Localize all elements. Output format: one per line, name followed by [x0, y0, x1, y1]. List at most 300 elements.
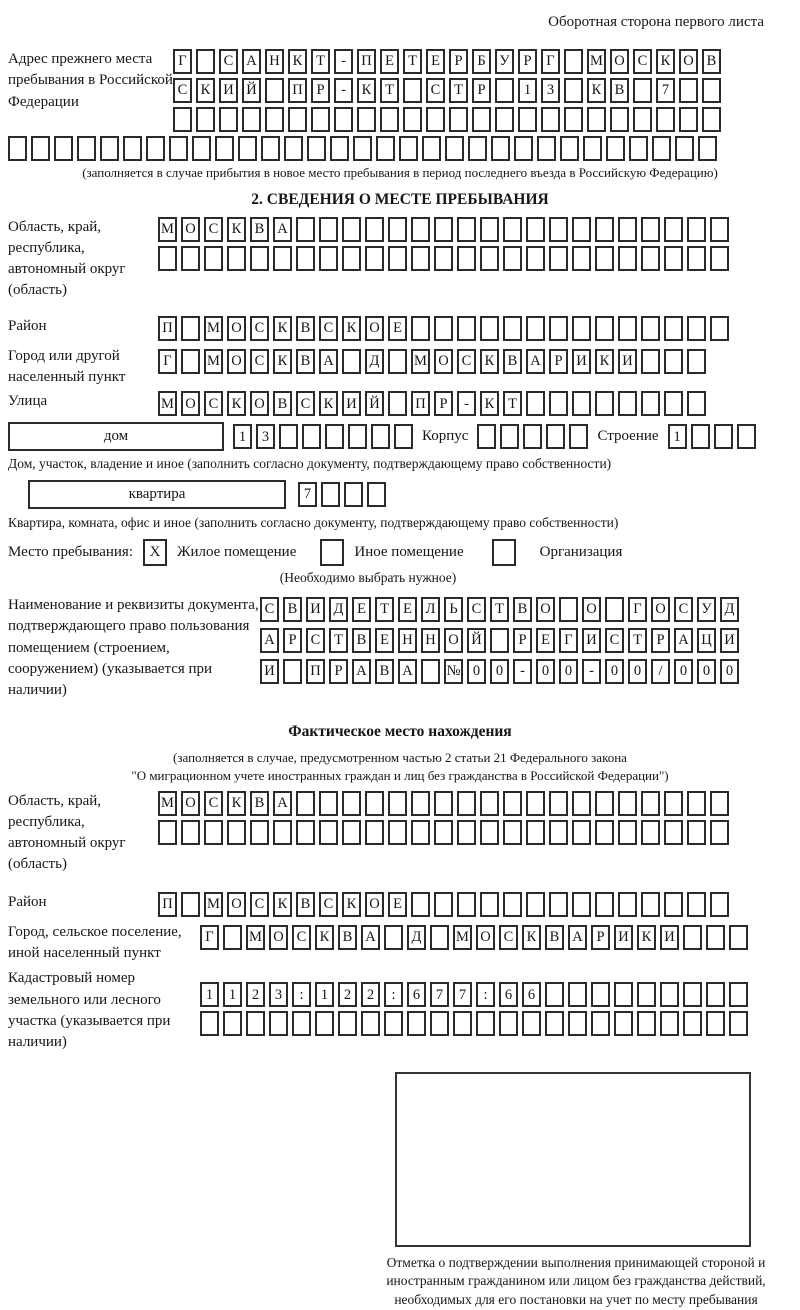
char-box[interactable]: В — [513, 597, 532, 622]
char-box[interactable]: С — [260, 597, 279, 622]
char-box[interactable] — [468, 136, 487, 161]
char-box[interactable] — [200, 1011, 219, 1036]
char-box[interactable]: Б — [472, 49, 491, 74]
char-box[interactable] — [365, 217, 384, 242]
char-box[interactable] — [618, 246, 637, 271]
char-box[interactable] — [330, 136, 349, 161]
char-box[interactable]: К — [196, 78, 215, 103]
char-box[interactable]: Т — [375, 597, 394, 622]
char-box[interactable] — [365, 246, 384, 271]
char-box[interactable] — [518, 107, 537, 132]
char-box[interactable] — [572, 892, 591, 917]
char-box[interactable] — [618, 391, 637, 416]
char-box[interactable] — [407, 1011, 426, 1036]
char-box[interactable]: 1 — [233, 424, 252, 449]
char-box[interactable] — [629, 136, 648, 161]
char-box[interactable]: П — [288, 78, 307, 103]
char-box[interactable] — [325, 424, 344, 449]
char-box[interactable] — [595, 217, 614, 242]
char-box[interactable]: И — [260, 659, 279, 684]
char-box[interactable] — [421, 659, 440, 684]
char-box[interactable] — [618, 791, 637, 816]
char-box[interactable]: О — [365, 316, 384, 341]
char-box[interactable]: Т — [628, 628, 647, 653]
char-box[interactable]: К — [288, 49, 307, 74]
char-box[interactable]: П — [306, 659, 325, 684]
char-box[interactable] — [664, 892, 683, 917]
char-box[interactable]: 0 — [697, 659, 716, 684]
char-box[interactable]: И — [306, 597, 325, 622]
char-box[interactable]: Е — [398, 597, 417, 622]
char-box[interactable] — [394, 424, 413, 449]
residential-checkbox[interactable]: X — [143, 539, 167, 566]
char-box[interactable]: О — [444, 628, 463, 653]
char-box[interactable]: К — [273, 349, 292, 374]
char-box[interactable] — [319, 246, 338, 271]
char-box[interactable]: А — [273, 791, 292, 816]
char-box[interactable] — [572, 391, 591, 416]
char-box[interactable]: Р — [513, 628, 532, 653]
char-box[interactable]: К — [273, 316, 292, 341]
char-box[interactable]: Е — [352, 597, 371, 622]
char-box[interactable]: С — [674, 597, 693, 622]
char-box[interactable]: К — [522, 925, 541, 950]
char-box[interactable] — [384, 925, 403, 950]
char-box[interactable]: 1 — [200, 982, 219, 1007]
char-box[interactable]: Й — [365, 391, 384, 416]
char-box[interactable]: У — [697, 597, 716, 622]
char-box[interactable]: К — [357, 78, 376, 103]
char-box[interactable]: О — [610, 49, 629, 74]
char-box[interactable] — [480, 791, 499, 816]
char-box[interactable] — [503, 217, 522, 242]
char-box[interactable] — [545, 1011, 564, 1036]
char-box[interactable]: Т — [490, 597, 509, 622]
char-box[interactable] — [568, 982, 587, 1007]
char-box[interactable]: - — [334, 78, 353, 103]
char-box[interactable]: С — [204, 217, 223, 242]
char-box[interactable]: А — [260, 628, 279, 653]
char-box[interactable] — [453, 1011, 472, 1036]
char-box[interactable] — [587, 107, 606, 132]
char-box[interactable]: 1 — [668, 424, 687, 449]
char-box[interactable] — [691, 424, 710, 449]
char-box[interactable]: В — [610, 78, 629, 103]
char-box[interactable]: Г — [559, 628, 578, 653]
char-box[interactable] — [618, 316, 637, 341]
char-box[interactable]: Г — [541, 49, 560, 74]
char-box[interactable]: В — [545, 925, 564, 950]
char-box[interactable]: Е — [380, 49, 399, 74]
char-box[interactable] — [365, 791, 384, 816]
char-box[interactable]: В — [702, 49, 721, 74]
char-box[interactable]: 0 — [674, 659, 693, 684]
char-box[interactable] — [679, 107, 698, 132]
char-box[interactable] — [503, 246, 522, 271]
char-box[interactable] — [242, 107, 261, 132]
char-box[interactable]: С — [457, 349, 476, 374]
char-box[interactable]: В — [338, 925, 357, 950]
char-box[interactable] — [411, 316, 430, 341]
char-box[interactable] — [430, 925, 449, 950]
char-box[interactable]: Е — [426, 49, 445, 74]
char-box[interactable] — [660, 1011, 679, 1036]
char-box[interactable] — [564, 49, 583, 74]
char-box[interactable] — [641, 892, 660, 917]
char-box[interactable]: Р — [283, 628, 302, 653]
char-box[interactable] — [480, 820, 499, 845]
char-box[interactable] — [338, 1011, 357, 1036]
char-box[interactable] — [181, 820, 200, 845]
char-box[interactable] — [652, 136, 671, 161]
char-box[interactable] — [606, 136, 625, 161]
char-box[interactable] — [710, 791, 729, 816]
char-box[interactable] — [411, 820, 430, 845]
char-box[interactable] — [572, 217, 591, 242]
char-box[interactable] — [633, 107, 652, 132]
char-box[interactable]: О — [651, 597, 670, 622]
char-box[interactable] — [687, 791, 706, 816]
char-box[interactable] — [158, 820, 177, 845]
char-box[interactable]: А — [319, 349, 338, 374]
char-box[interactable]: 1 — [518, 78, 537, 103]
char-box[interactable]: С — [250, 349, 269, 374]
char-box[interactable]: О — [227, 349, 246, 374]
char-box[interactable]: И — [572, 349, 591, 374]
char-box[interactable] — [296, 217, 315, 242]
char-box[interactable] — [491, 136, 510, 161]
char-box[interactable] — [549, 791, 568, 816]
char-box[interactable]: 3 — [269, 982, 288, 1007]
char-box[interactable]: О — [250, 391, 269, 416]
char-box[interactable] — [192, 136, 211, 161]
other-premises-checkbox[interactable] — [320, 539, 344, 566]
char-box[interactable] — [698, 136, 717, 161]
char-box[interactable]: 7 — [453, 982, 472, 1007]
char-box[interactable] — [526, 391, 545, 416]
char-box[interactable] — [319, 791, 338, 816]
char-box[interactable] — [710, 316, 729, 341]
char-box[interactable] — [480, 246, 499, 271]
char-box[interactable] — [457, 246, 476, 271]
char-box[interactable]: Н — [421, 628, 440, 653]
char-box[interactable] — [457, 892, 476, 917]
char-box[interactable] — [610, 107, 629, 132]
char-box[interactable] — [595, 892, 614, 917]
char-box[interactable]: Е — [375, 628, 394, 653]
char-box[interactable] — [569, 424, 588, 449]
char-box[interactable]: М — [453, 925, 472, 950]
char-box[interactable] — [641, 246, 660, 271]
char-box[interactable]: К — [587, 78, 606, 103]
char-box[interactable] — [545, 982, 564, 1007]
char-box[interactable]: 2 — [338, 982, 357, 1007]
char-box[interactable]: С — [250, 316, 269, 341]
char-box[interactable]: М — [204, 316, 223, 341]
char-box[interactable] — [729, 1011, 748, 1036]
char-box[interactable] — [388, 820, 407, 845]
char-box[interactable] — [591, 1011, 610, 1036]
char-box[interactable]: О — [434, 349, 453, 374]
char-box[interactable] — [361, 1011, 380, 1036]
char-box[interactable]: 6 — [499, 982, 518, 1007]
char-box[interactable]: Р — [329, 659, 348, 684]
char-box[interactable] — [729, 925, 748, 950]
char-box[interactable]: В — [250, 791, 269, 816]
char-box[interactable] — [219, 107, 238, 132]
char-box[interactable] — [490, 628, 509, 653]
char-box[interactable]: Е — [536, 628, 555, 653]
char-box[interactable] — [365, 820, 384, 845]
char-box[interactable] — [146, 136, 165, 161]
char-box[interactable] — [223, 925, 242, 950]
char-box[interactable] — [357, 107, 376, 132]
char-box[interactable] — [388, 246, 407, 271]
char-box[interactable]: Т — [403, 49, 422, 74]
char-box[interactable] — [477, 424, 496, 449]
char-box[interactable] — [706, 982, 725, 1007]
char-box[interactable] — [526, 820, 545, 845]
char-box[interactable]: К — [595, 349, 614, 374]
char-box[interactable] — [664, 391, 683, 416]
char-box[interactable] — [169, 136, 188, 161]
char-box[interactable] — [710, 820, 729, 845]
char-box[interactable] — [618, 820, 637, 845]
char-box[interactable]: Р — [591, 925, 610, 950]
char-box[interactable]: Д — [407, 925, 426, 950]
char-box[interactable] — [123, 136, 142, 161]
char-box[interactable] — [683, 925, 702, 950]
char-box[interactable] — [411, 892, 430, 917]
char-box[interactable] — [181, 349, 200, 374]
char-box[interactable] — [296, 246, 315, 271]
char-box[interactable]: 2 — [361, 982, 380, 1007]
char-box[interactable] — [181, 892, 200, 917]
char-box[interactable]: У — [495, 49, 514, 74]
char-box[interactable] — [319, 217, 338, 242]
char-box[interactable] — [660, 982, 679, 1007]
char-box[interactable] — [380, 107, 399, 132]
char-box[interactable] — [426, 107, 445, 132]
char-box[interactable]: - — [457, 391, 476, 416]
char-box[interactable] — [641, 217, 660, 242]
char-box[interactable]: 7 — [298, 482, 317, 507]
char-box[interactable] — [353, 136, 372, 161]
char-box[interactable] — [687, 246, 706, 271]
char-box[interactable] — [181, 316, 200, 341]
char-box[interactable]: С — [306, 628, 325, 653]
char-box[interactable]: С — [499, 925, 518, 950]
char-box[interactable]: 1 — [315, 982, 334, 1007]
char-box[interactable]: В — [296, 892, 315, 917]
char-box[interactable]: В — [273, 391, 292, 416]
char-box[interactable] — [457, 316, 476, 341]
char-box[interactable]: : — [476, 982, 495, 1007]
char-box[interactable]: Р — [311, 78, 330, 103]
char-box[interactable]: О — [679, 49, 698, 74]
char-box[interactable] — [434, 791, 453, 816]
char-box[interactable]: Т — [329, 628, 348, 653]
char-box[interactable] — [595, 316, 614, 341]
char-box[interactable] — [196, 49, 215, 74]
char-box[interactable]: А — [361, 925, 380, 950]
char-box[interactable] — [367, 482, 386, 507]
char-box[interactable] — [279, 424, 298, 449]
char-box[interactable] — [549, 820, 568, 845]
char-box[interactable]: - — [513, 659, 532, 684]
char-box[interactable] — [173, 107, 192, 132]
char-box[interactable]: - — [582, 659, 601, 684]
char-box[interactable]: : — [292, 982, 311, 1007]
char-box[interactable]: О — [365, 892, 384, 917]
char-box[interactable] — [549, 892, 568, 917]
char-box[interactable] — [503, 316, 522, 341]
char-box[interactable]: К — [637, 925, 656, 950]
char-box[interactable] — [100, 136, 119, 161]
char-box[interactable] — [430, 1011, 449, 1036]
char-box[interactable] — [348, 424, 367, 449]
char-box[interactable] — [523, 424, 542, 449]
char-box[interactable]: Т — [380, 78, 399, 103]
char-box[interactable]: Ь — [444, 597, 463, 622]
char-box[interactable] — [595, 791, 614, 816]
char-box[interactable] — [549, 246, 568, 271]
char-box[interactable] — [572, 246, 591, 271]
char-box[interactable]: А — [674, 628, 693, 653]
char-box[interactable]: С — [319, 316, 338, 341]
char-box[interactable]: Г — [173, 49, 192, 74]
char-box[interactable] — [737, 424, 756, 449]
char-box[interactable] — [503, 791, 522, 816]
char-box[interactable] — [457, 791, 476, 816]
char-box[interactable] — [480, 217, 499, 242]
char-box[interactable] — [315, 1011, 334, 1036]
char-box[interactable] — [664, 349, 683, 374]
char-box[interactable] — [342, 791, 361, 816]
char-box[interactable]: Й — [467, 628, 486, 653]
char-box[interactable]: 6 — [522, 982, 541, 1007]
char-box[interactable] — [664, 316, 683, 341]
char-box[interactable] — [273, 246, 292, 271]
char-box[interactable]: О — [181, 391, 200, 416]
char-box[interactable]: Д — [720, 597, 739, 622]
organization-checkbox[interactable] — [492, 539, 516, 566]
char-box[interactable] — [311, 107, 330, 132]
char-box[interactable] — [449, 107, 468, 132]
char-box[interactable]: Г — [158, 349, 177, 374]
char-box[interactable]: Е — [388, 892, 407, 917]
char-box[interactable]: А — [273, 217, 292, 242]
char-box[interactable] — [560, 136, 579, 161]
char-box[interactable] — [675, 136, 694, 161]
char-box[interactable]: Л — [421, 597, 440, 622]
char-box[interactable] — [564, 107, 583, 132]
char-box[interactable]: В — [503, 349, 522, 374]
char-box[interactable]: Д — [365, 349, 384, 374]
char-box[interactable]: М — [204, 349, 223, 374]
char-box[interactable] — [302, 424, 321, 449]
char-box[interactable] — [434, 892, 453, 917]
char-box[interactable] — [526, 892, 545, 917]
char-box[interactable]: : — [384, 982, 403, 1007]
char-box[interactable]: И — [618, 349, 637, 374]
char-box[interactable]: О — [181, 217, 200, 242]
char-box[interactable]: П — [158, 316, 177, 341]
char-box[interactable] — [526, 246, 545, 271]
char-box[interactable]: К — [656, 49, 675, 74]
char-box[interactable] — [227, 820, 246, 845]
char-box[interactable]: С — [605, 628, 624, 653]
char-box[interactable]: М — [411, 349, 430, 374]
char-box[interactable]: / — [651, 659, 670, 684]
char-box[interactable] — [388, 791, 407, 816]
char-box[interactable]: Г — [200, 925, 219, 950]
char-box[interactable] — [411, 217, 430, 242]
char-box[interactable]: 2 — [246, 982, 265, 1007]
char-box[interactable]: Н — [398, 628, 417, 653]
char-box[interactable] — [683, 1011, 702, 1036]
char-box[interactable] — [411, 791, 430, 816]
char-box[interactable] — [595, 391, 614, 416]
char-box[interactable] — [583, 136, 602, 161]
char-box[interactable] — [664, 791, 683, 816]
char-box[interactable] — [411, 246, 430, 271]
char-box[interactable]: - — [334, 49, 353, 74]
char-box[interactable] — [605, 597, 624, 622]
char-box[interactable] — [503, 820, 522, 845]
char-box[interactable] — [342, 246, 361, 271]
char-box[interactable] — [422, 136, 441, 161]
char-box[interactable]: К — [227, 217, 246, 242]
char-box[interactable] — [664, 820, 683, 845]
char-box[interactable] — [687, 892, 706, 917]
char-box[interactable]: В — [296, 316, 315, 341]
char-box[interactable] — [591, 982, 610, 1007]
char-box[interactable] — [246, 1011, 265, 1036]
char-box[interactable] — [434, 246, 453, 271]
char-box[interactable]: А — [242, 49, 261, 74]
char-box[interactable] — [344, 482, 363, 507]
char-box[interactable] — [503, 892, 522, 917]
char-box[interactable] — [595, 246, 614, 271]
char-box[interactable]: М — [204, 892, 223, 917]
char-box[interactable]: И — [720, 628, 739, 653]
char-box[interactable]: С — [296, 391, 315, 416]
char-box[interactable] — [296, 791, 315, 816]
char-box[interactable]: А — [398, 659, 417, 684]
char-box[interactable] — [687, 349, 706, 374]
char-box[interactable]: 0 — [720, 659, 739, 684]
char-box[interactable] — [31, 136, 50, 161]
char-box[interactable]: 0 — [467, 659, 486, 684]
char-box[interactable] — [714, 424, 733, 449]
char-box[interactable] — [307, 136, 326, 161]
char-box[interactable] — [683, 982, 702, 1007]
char-box[interactable] — [687, 316, 706, 341]
char-box[interactable] — [522, 1011, 541, 1036]
char-box[interactable] — [376, 136, 395, 161]
char-box[interactable] — [261, 136, 280, 161]
char-box[interactable]: Р — [434, 391, 453, 416]
char-box[interactable] — [472, 107, 491, 132]
char-box[interactable] — [549, 391, 568, 416]
char-box[interactable] — [637, 982, 656, 1007]
char-box[interactable] — [495, 78, 514, 103]
char-box[interactable]: С — [219, 49, 238, 74]
char-box[interactable]: М — [158, 391, 177, 416]
char-box[interactable]: С — [292, 925, 311, 950]
char-box[interactable] — [204, 820, 223, 845]
